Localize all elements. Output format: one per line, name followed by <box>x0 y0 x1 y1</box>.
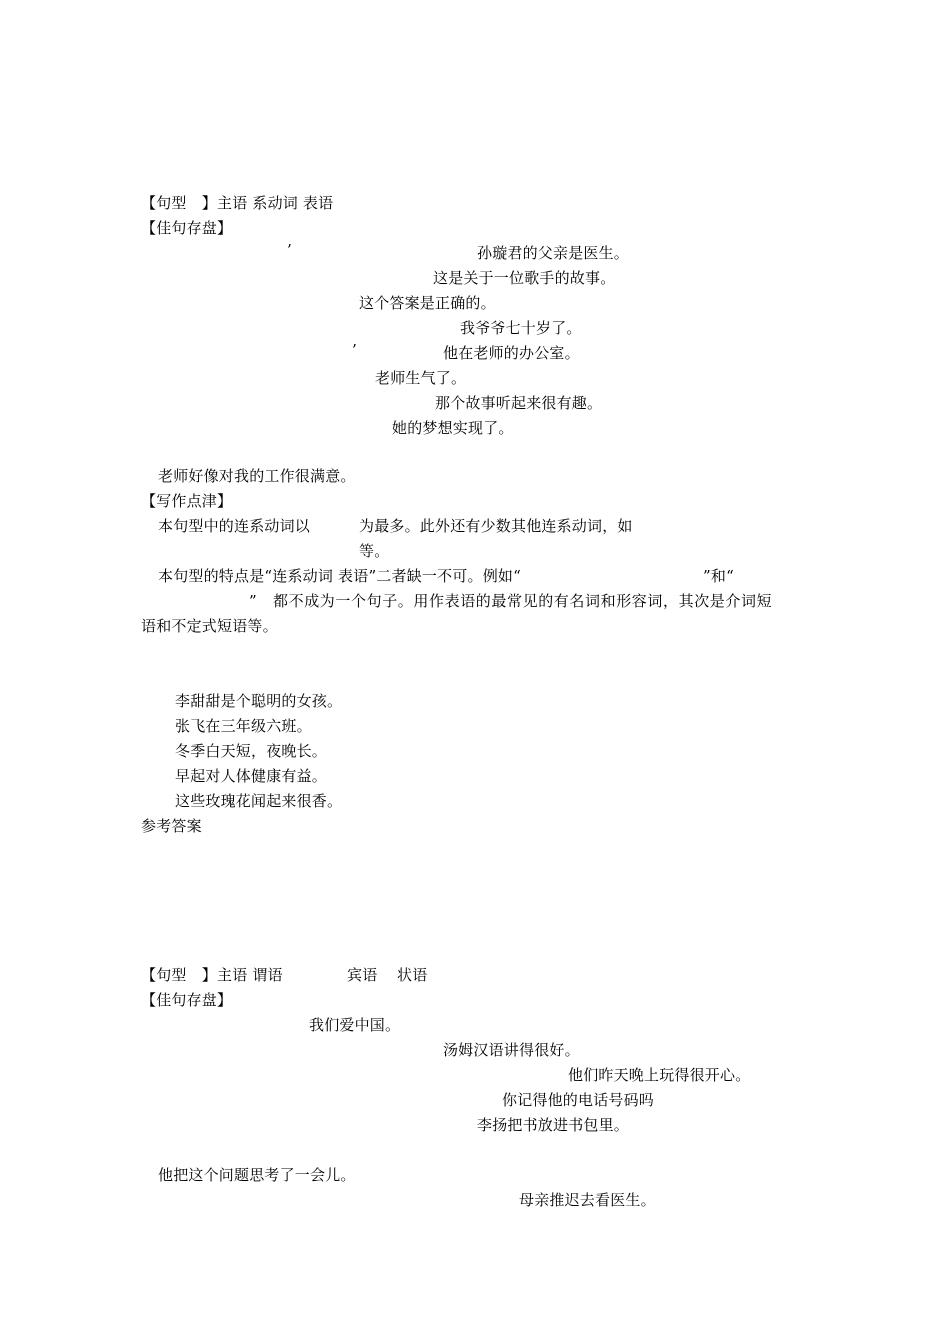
example-sentence: 她的梦想实现了。 <box>392 419 514 437</box>
example-sentence: 我爷爷七十岁了。 <box>460 319 582 337</box>
apostrophe-mark: ’ <box>352 341 357 359</box>
practice-sentence: 张飞在三年级六班。 <box>175 717 312 735</box>
tip2-text-a: 本句型的特点是“连系动词 表语”二者缺一不可。例如“ <box>158 567 521 585</box>
practice-sentence: 冬季白天短，夜晚长。 <box>175 742 328 760</box>
section2-pattern-heading: 【句型 】主语 谓语 <box>141 966 283 984</box>
example-sentence: 那个故事听起来很有趣。 <box>435 394 603 412</box>
tip1-text-b: 为最多。此外还有少数其他连系动词，如 <box>359 517 633 535</box>
apostrophe-mark: ’ <box>287 241 292 259</box>
example-sentence: 他们昨天晚上玩得很开心。 <box>568 1066 751 1084</box>
tip2-text-b: ”和“ <box>703 567 734 585</box>
section1-examples-heading: 【佳句存盘】 <box>141 219 233 237</box>
practice-sentence: 李甜甜是个聪明的女孩。 <box>175 692 343 710</box>
example-sentence: 这个答案是正确的。 <box>359 294 496 312</box>
extra-example-sentence: 他把这个问题思考了一会儿。 <box>158 1166 356 1184</box>
practice-sentence: 早起对人体健康有益。 <box>175 767 328 785</box>
example-sentence: 我们爱中国。 <box>309 1016 401 1034</box>
example-sentence: 李扬把书放进书包里。 <box>477 1116 630 1134</box>
practice-sentence: 这些玫瑰花闻起来很香。 <box>175 792 343 810</box>
example-sentence: 他在老师的办公室。 <box>443 344 580 362</box>
section1-tips-heading: 【写作点津】 <box>141 492 233 510</box>
tip1-text-a: 本句型中的连系动词以 <box>158 517 311 535</box>
section2-examples-heading: 【佳句存盘】 <box>141 991 233 1009</box>
tip2-text-e: 语和不定式短语等。 <box>141 617 278 635</box>
tip2-text-c: ” <box>249 592 257 610</box>
example-sentence: 汤姆汉语讲得很好。 <box>443 1041 580 1059</box>
example-sentence: 孙璇君的父亲是医生。 <box>477 244 630 262</box>
tip2-text-d: 都不成为一个句子。用作表语的最常见的有名词和形容词，其次是介词短 <box>273 592 773 610</box>
example-sentence: 老师生气了。 <box>375 369 467 387</box>
tip1-text-c: 等。 <box>359 542 390 560</box>
example-sentence: 母亲推迟去看医生。 <box>519 1191 656 1209</box>
answers-label: 参考答案 <box>141 817 202 835</box>
example-sentence: 你记得他的电话号码吗 <box>502 1091 655 1109</box>
section2-pattern-adverbial: 状语 <box>397 966 428 984</box>
extra-example-sentence: 老师好像对我的工作很满意。 <box>158 467 356 485</box>
section2-pattern-object: 宾语 <box>347 966 378 984</box>
example-sentence: 这是关于一位歌手的故事。 <box>433 269 616 287</box>
section1-pattern-heading: 【句型 】主语 系动词 表语 <box>141 194 334 212</box>
